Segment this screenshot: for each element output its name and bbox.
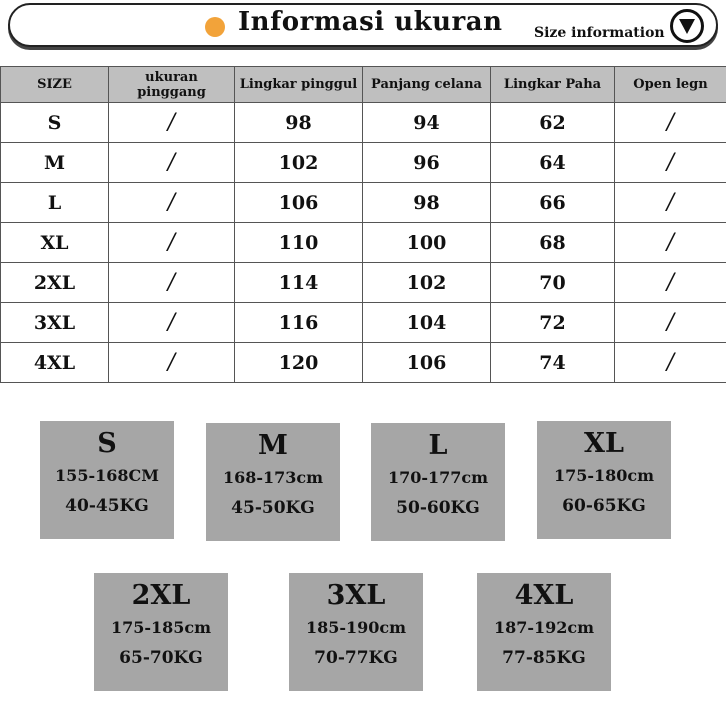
table-cell: 66 — [491, 183, 615, 223]
card-weight-range: 65-70KG — [119, 648, 203, 668]
table-cell: / — [109, 143, 235, 183]
card-size-label: L — [428, 430, 448, 461]
table-cell: 3XL — [1, 303, 109, 343]
card-size-label: XL — [584, 428, 624, 459]
page-subtitle: Size information — [534, 25, 665, 41]
size-card — [40, 421, 174, 539]
column-header: ukuran pinggang — [109, 67, 235, 103]
table-cell: L — [1, 183, 109, 223]
card-weight-range: 60-65KG — [562, 496, 646, 516]
card-height-range: 187-192cm — [493, 618, 595, 637]
table-cell: M — [1, 143, 109, 183]
table-header-row — [1, 67, 726, 103]
table-cell: 2XL — [1, 263, 109, 303]
header-banner — [8, 3, 718, 47]
table-cell: 106 — [235, 183, 363, 223]
table-row — [1, 303, 726, 343]
table-cell: 104 — [363, 303, 491, 343]
column-header: Lingkar pinggul — [235, 67, 363, 103]
column-header: Lingkar Paha — [491, 67, 615, 103]
column-header: Open legn — [615, 67, 726, 103]
card-weight-range: 77-85KG — [502, 648, 586, 668]
table-cell: 102 — [235, 143, 363, 183]
table-cell: 110 — [235, 223, 363, 263]
card-height-range: 175-185cm — [110, 618, 212, 637]
table-cell: / — [109, 303, 235, 343]
table-cell: 120 — [235, 343, 363, 383]
table-cell: / — [109, 263, 235, 303]
column-header: SIZE — [1, 67, 109, 103]
size-card — [537, 421, 671, 539]
table-cell: 100 — [363, 223, 491, 263]
table-row — [1, 143, 726, 183]
card-height-range: 168-173cm — [222, 468, 324, 487]
table-cell: / — [615, 183, 726, 223]
card-height-range: 185-190cm — [305, 618, 407, 637]
card-size-label: 3XL — [326, 580, 386, 611]
table-cell: 68 — [491, 223, 615, 263]
card-size-label: 2XL — [131, 580, 191, 611]
page-title: Informasi ukuran — [238, 7, 503, 37]
table-row — [1, 223, 726, 263]
table-cell: 114 — [235, 263, 363, 303]
table-cell: 64 — [491, 143, 615, 183]
table-cell: S — [1, 103, 109, 143]
table-cell: / — [615, 103, 726, 143]
table-cell: XL — [1, 223, 109, 263]
card-height-range: 175-180cm — [553, 466, 655, 485]
table-cell: / — [109, 183, 235, 223]
orange-dot-icon — [205, 17, 225, 37]
table-cell: / — [615, 223, 726, 263]
card-size-label: 4XL — [514, 580, 574, 611]
table-cell: 98 — [235, 103, 363, 143]
table-cell: 94 — [363, 103, 491, 143]
table-row — [1, 263, 726, 303]
column-header: Panjang celana — [363, 67, 491, 103]
table-row — [1, 103, 726, 143]
table-cell: / — [615, 343, 726, 383]
table-cell: / — [109, 343, 235, 383]
card-height-range: 170-177cm — [387, 468, 489, 487]
table-cell: 98 — [363, 183, 491, 223]
table-cell: / — [615, 263, 726, 303]
card-size-label: S — [97, 428, 117, 459]
table-cell: 102 — [363, 263, 491, 303]
size-card — [371, 423, 505, 541]
size-card — [94, 573, 228, 691]
card-height-range: 155-168CM — [55, 466, 159, 485]
table-cell: 116 — [235, 303, 363, 343]
size-card — [289, 573, 423, 691]
table-cell: 70 — [491, 263, 615, 303]
table-cell: 72 — [491, 303, 615, 343]
size-card — [477, 573, 611, 691]
table-cell: / — [615, 303, 726, 343]
card-weight-range: 70-77KG — [314, 648, 398, 668]
table-cell: 74 — [491, 343, 615, 383]
card-weight-range: 40-45KG — [65, 496, 149, 516]
table-cell: 96 — [363, 143, 491, 183]
card-weight-range: 50-60KG — [396, 498, 480, 518]
card-weight-range: 45-50KG — [231, 498, 315, 518]
table-cell: / — [109, 103, 235, 143]
table-cell: / — [615, 143, 726, 183]
table-row — [1, 343, 726, 383]
card-size-label: M — [258, 430, 288, 461]
table-cell: 62 — [491, 103, 615, 143]
table-cell: / — [109, 223, 235, 263]
table-cell: 4XL — [1, 343, 109, 383]
down-triangle-icon — [670, 9, 704, 43]
table-cell: 106 — [363, 343, 491, 383]
size-table — [0, 66, 726, 383]
size-card — [206, 423, 340, 541]
table-row — [1, 183, 726, 223]
